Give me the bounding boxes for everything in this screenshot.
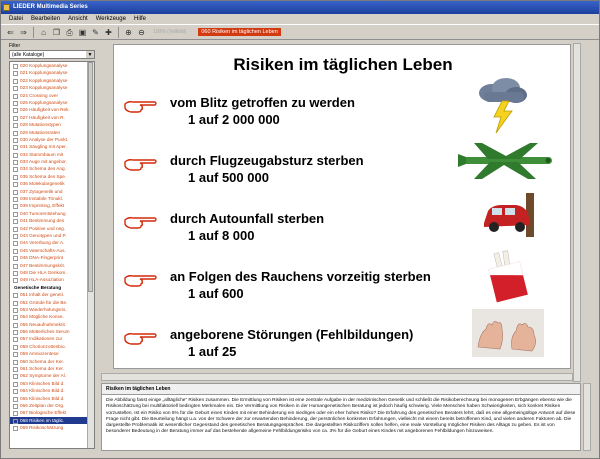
tree-item[interactable]: 058 Chorionzottenbio. bbox=[10, 343, 88, 350]
slide-title: Risiken im täglichen Leben bbox=[233, 55, 453, 74]
menu-werkzeuge[interactable]: Werkzeuge bbox=[95, 16, 126, 22]
tree-item[interactable]: 040 Tumorentstehung bbox=[10, 210, 88, 217]
toolbar bbox=[1, 24, 599, 40]
tree-item[interactable]: 064 Klinisches Bild d. bbox=[10, 387, 88, 394]
tree-item[interactable]: 042 Positive und neg. bbox=[10, 225, 88, 232]
tree-item[interactable]: 030 Analyse der Punkt. bbox=[10, 136, 88, 143]
tree-category-header[interactable]: Genetische Beratung bbox=[14, 284, 62, 290]
menu-datei[interactable]: Datei bbox=[9, 16, 24, 22]
tree-item[interactable]: 035 Schema des Spe. bbox=[10, 173, 88, 180]
risk-ratio: 1 auf 25 bbox=[188, 344, 237, 359]
airplane-icon bbox=[454, 137, 558, 183]
risk-description: an Folgen des Rauchens vorzeitig sterben bbox=[170, 269, 431, 284]
filter-value: (alle Kataloge) bbox=[12, 52, 45, 58]
tree-item[interactable]: 024 Crossing over bbox=[10, 92, 88, 99]
pointing-hand-icon bbox=[124, 331, 158, 345]
tree-item[interactable]: 029 Mutationsraten bbox=[10, 129, 88, 136]
tree-item[interactable]: 039 Imprinting, Effekt bbox=[10, 202, 88, 209]
print-icon[interactable]: ⎙ bbox=[66, 27, 73, 37]
app-icon bbox=[3, 4, 10, 11]
tree-item[interactable]: 043 Genotypen und P. bbox=[10, 232, 88, 239]
tree-item[interactable]: 061 Schema der Ker. bbox=[10, 365, 88, 372]
tree-item[interactable]: 020 Kopplungsanalyse bbox=[10, 62, 88, 69]
note-icon[interactable]: ✎ bbox=[92, 27, 99, 37]
tree-item[interactable]: 053 Wiederholungsris. bbox=[10, 306, 88, 313]
lightning-cloud-icon bbox=[474, 77, 530, 135]
tree-item[interactable]: 041 Bestimmung des bbox=[10, 217, 88, 224]
menu-ansicht[interactable]: Ansicht bbox=[68, 16, 88, 22]
film-icon[interactable]: ▣ bbox=[78, 27, 87, 37]
tree-item[interactable]: 038 Instabile Trinukl. bbox=[10, 195, 88, 202]
tree-item[interactable]: 055 Neuaufnahmekrit. bbox=[10, 321, 88, 328]
car-crash-icon bbox=[482, 193, 540, 237]
tree-item[interactable]: 060 Schema der Ker. bbox=[10, 358, 88, 365]
tree-item[interactable]: 046 DNA-Fingerprint bbox=[10, 254, 88, 261]
menu-hilfe[interactable]: Hilfe bbox=[133, 16, 146, 22]
copy-icon[interactable]: ❐ bbox=[52, 27, 61, 37]
tree-item[interactable]: 059 Amniozentese bbox=[10, 350, 88, 357]
menu-bar bbox=[1, 14, 599, 24]
home-icon[interactable]: ⌂ bbox=[41, 27, 46, 37]
tree-item[interactable]: 067 Biologische Effekt bbox=[10, 409, 88, 416]
catalog-tree[interactable] bbox=[9, 61, 95, 449]
tree-item[interactable]: 044 Vererbung der A. bbox=[10, 239, 88, 246]
tree-item[interactable]: 025 Kopplungsanalyse bbox=[10, 99, 88, 106]
description-title: Risiken im täglichen Leben bbox=[102, 384, 580, 395]
tree-item[interactable]: 063 Klinisches Bild d. bbox=[10, 380, 88, 387]
tree-item[interactable]: 037 Zytogenetik und bbox=[10, 188, 88, 195]
zoom-level[interactable]: 100% (Vollbild) bbox=[153, 29, 187, 35]
tree-item[interactable]: 047 Bestimmungskrit. bbox=[10, 262, 88, 269]
risk-description: durch Autounfall sterben bbox=[170, 211, 325, 226]
bookmark-icon[interactable]: ✚ bbox=[105, 27, 112, 37]
tree-item[interactable]: 032 Stammbaum mit bbox=[10, 151, 88, 158]
risk-ratio: 1 auf 8 000 bbox=[188, 228, 255, 243]
description-text: Die Abbildung fasst einige „alltägliche“ Risiken zusammen. Die Ermittlung von Risiken ist eine zentrale Aufgabe in der medizinischen Genetik und schließt die Risikoberechnung bei monogenen Erbgängen ebenso wie die Risikoschätzung bei multifaktoriell bedingten Merkmalen ein. Die Vermittlung von Risiken in der Humangenetischen Beratung ist jedoch häufig schwierig. Viele Menschen haben Schwierigkeiten, sich konkret Risiken vorzustellen. Ist ein Risiko von 5% für die Geburt eines Kindes mit einer Behinderung ein niedriges oder ein eher hohes Risiko? Die Erfahrung des genetischen Beraters lehrt, daß es eine allgemeingültige Antwort auf diese Frage nicht gibt. Die Beurteilung hängt u.a. von der Schwere der zur erwartenden Behinderung, der persönlichen konkreten Erfahrungen, vielleicht mit einem bereits betroffenen Kind, und vielen anderen Faktoren ab. Die dargestellte Problematik ist wesentlicher Gegenstand des genetischen Beratungsgespräches. Die dargestellten Risikoziffern sollen helfen, eine reale Vorstellung möglicher Risiken des Alltags zu geben. Es ist von besonderer Bedeutung in der Beratung immer auf das bestehende allgemeine Fehlbildungsrisiko von ca. 3% für die Geburt eines Kindes mit angeborenen Fehlbildungen hinzuweisen. bbox=[106, 398, 576, 435]
risk-ratio: 1 auf 600 bbox=[188, 286, 244, 301]
slide-canvas bbox=[113, 44, 571, 369]
tree-item[interactable]: 052 Gründe für die Be. bbox=[10, 299, 88, 306]
zoom-in-icon[interactable]: ⊕ bbox=[125, 27, 132, 37]
chevron-down-icon[interactable]: ▼ bbox=[87, 52, 93, 58]
tree-item[interactable]: 051 Inhalt der geneti. bbox=[10, 291, 88, 298]
tree-item[interactable]: 045 Vaterschafts-Aus. bbox=[10, 247, 88, 254]
tree-item[interactable]: 031 Säugling mit Aper. bbox=[10, 143, 88, 150]
slide-horizontal-scrollbar[interactable] bbox=[101, 373, 573, 381]
tree-item[interactable]: 068 Risiken im täglic. bbox=[10, 417, 88, 424]
risk-description: durch Flugzeugabsturz sterben bbox=[170, 153, 364, 168]
tree-item[interactable]: 049 HLA-Assoziation bbox=[10, 276, 88, 283]
cigarette-pack-icon bbox=[484, 249, 532, 305]
title-bar bbox=[1, 1, 599, 14]
description-scrollbar[interactable] bbox=[583, 383, 591, 451]
tree-item[interactable]: 034 Schema des Ang. bbox=[10, 165, 88, 172]
pointing-hand-icon bbox=[124, 273, 158, 287]
tree-item[interactable]: 022 Kopplungsanalyse bbox=[10, 77, 88, 84]
tree-item[interactable]: 056 Mütterliches Serum bbox=[10, 328, 88, 335]
tree-item[interactable]: 057 Indikationen zur bbox=[10, 335, 88, 342]
tree-item[interactable]: 026 Häufigkeit von Rek. bbox=[10, 106, 88, 113]
risk-description: angeborene Störungen (Fehlbildungen) bbox=[170, 327, 414, 342]
pointing-hand-icon bbox=[124, 99, 158, 113]
toolbar-separator bbox=[33, 27, 34, 38]
risk-ratio: 1 auf 500 000 bbox=[188, 170, 269, 185]
tree-item[interactable]: 065 Klinisches Bild d. bbox=[10, 395, 88, 402]
tree-item[interactable]: 069 Risikoschätzung bbox=[10, 424, 88, 431]
toolbar-separator bbox=[118, 27, 119, 38]
slide-vertical-scrollbar[interactable] bbox=[573, 43, 581, 382]
filter-dropdown[interactable] bbox=[9, 50, 95, 59]
tree-items bbox=[10, 62, 94, 432]
tree-item[interactable]: 048 Die HLA Genkom. bbox=[10, 269, 88, 276]
tree-item[interactable]: 062 Symptome der Al. bbox=[10, 372, 88, 379]
tree-scrollbar[interactable] bbox=[87, 62, 94, 448]
zoom-out-icon[interactable]: ⊖ bbox=[138, 27, 145, 37]
window-title: LIEDER Multimedia Series bbox=[13, 4, 88, 10]
filter-label: Filter bbox=[9, 43, 21, 49]
menu-bearbeiten[interactable]: Bearbeiten bbox=[31, 16, 61, 22]
forward-icon[interactable]: ⇒ bbox=[20, 27, 27, 37]
risk-description: vom Blitz getroffen zu werden bbox=[170, 95, 355, 110]
pointing-hand-icon bbox=[124, 215, 158, 229]
tree-item[interactable]: 033 Auge mit angebor. bbox=[10, 158, 88, 165]
tree-item[interactable]: 027 Häufigkeit von R. bbox=[10, 114, 88, 121]
back-icon[interactable]: ⇐ bbox=[7, 27, 14, 37]
description-panel bbox=[101, 383, 581, 451]
tree-item[interactable]: 023 Kopplungsanalyse bbox=[10, 84, 88, 91]
tree-scrollbar-thumb[interactable] bbox=[88, 62, 93, 292]
tree-item[interactable]: 021 Kopplungsanalyse bbox=[10, 69, 88, 76]
document-title: 060 Risiken im täglichen Leben bbox=[198, 28, 280, 36]
tree-item[interactable]: 028 Mutationstypen bbox=[10, 121, 88, 128]
tree-item[interactable]: 036 Molekulargenetik bbox=[10, 180, 88, 187]
risk-ratio: 1 auf 2 000 000 bbox=[188, 112, 280, 127]
tree-item[interactable]: 054 Mögliche Konse. bbox=[10, 313, 88, 320]
malformed-hands-photo bbox=[472, 309, 544, 357]
tree-item[interactable]: 066 Zeitplan der Org. bbox=[10, 402, 88, 409]
pointing-hand-icon bbox=[124, 157, 158, 171]
